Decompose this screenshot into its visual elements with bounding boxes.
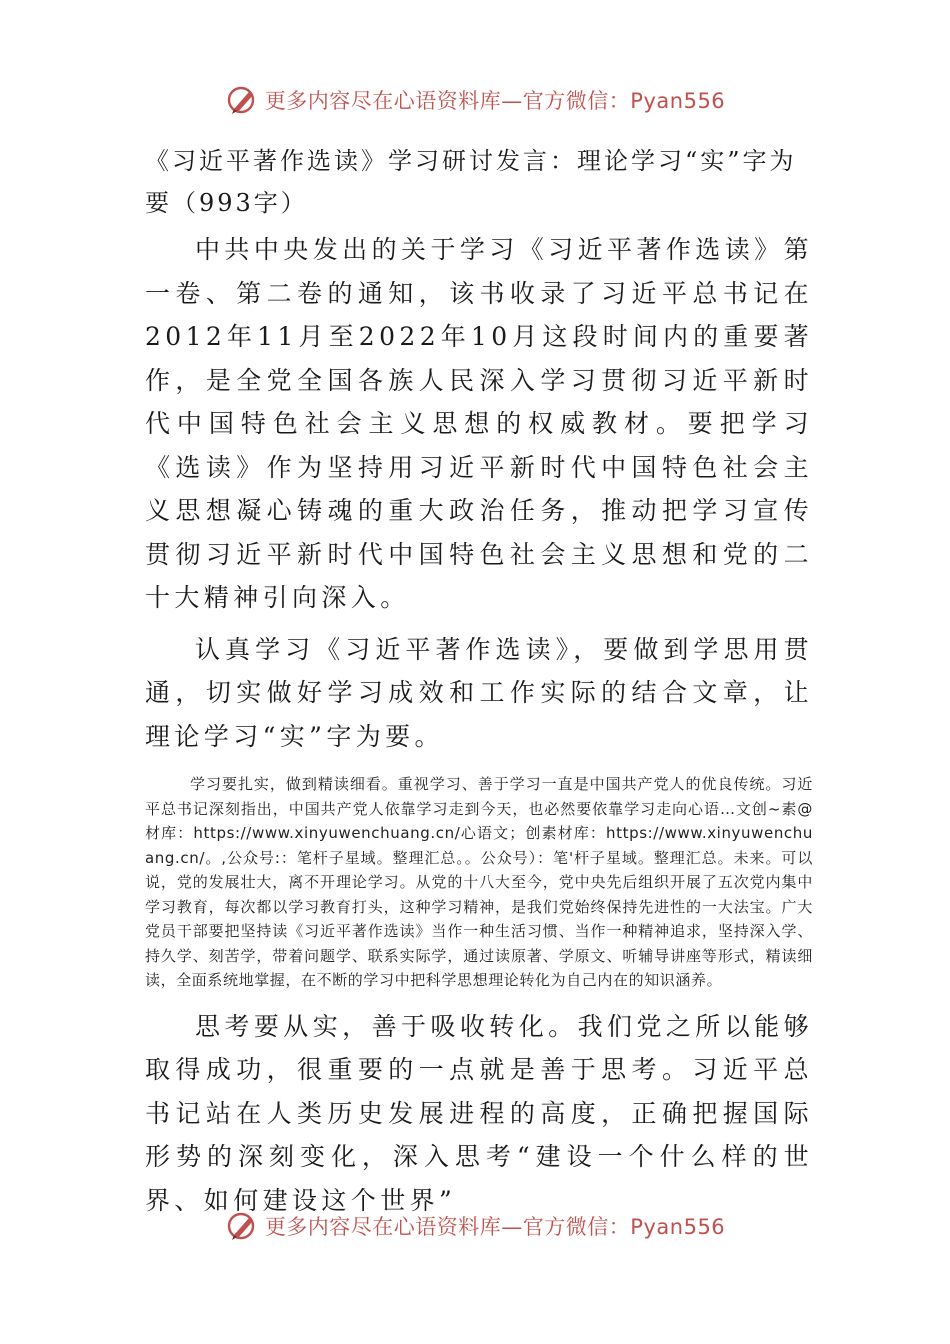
- watermark-text: 文创~素@材库：https://www.xinyuwenchuang.cn/心语文；创素材库：https://www.xinyuwenchuang.cn/。,公众号:：笔杆子星域。整理汇总。。公众号）：笔'杆子星域。整理汇总。: [145, 799, 813, 867]
- paragraph-1: 中共中央发出的关于学习《习近平著作选读》第一卷、第二卷的通知，该书收录了习近平总书记在2012年11月至2022年10月这段时间内的重要著作，是全党全国各族人民深入学习贯彻习近平新时代中国特色社会主义思想的权威教材。要把学习《选读》作为坚持用习近平新时代中国特色社会主义思想凝心铸魂的重大政治任务，推动把学习宣传贯彻习近平新时代中国特色社会主义思想和党的二十大精神引向深入。: [145, 235, 813, 612]
- paragraph-2: 认真学习《习近平著作选读》，要做到学思用贯通，切实做好学习成效和工作实际的结合文章，让理论学习“实”字为要。: [145, 634, 813, 751]
- small-paragraph: [145, 772, 813, 993]
- document-body: [145, 140, 813, 1222]
- header-banner: [0, 80, 950, 120]
- header-banner-text: 更多内容尽在心语资料库—官方微信：Pyan556: [264, 89, 726, 113]
- paragraph-3: 思考要从实，善于吸收转化。我们党之所以能够取得成功，很重要的一点就是善于思考。习近平总书记站在人类历史发展进程的高度，正确把握国际形势的深刻变化，深入思考“建设一个什么样的世界、如何建设这个世界”: [145, 1011, 813, 1215]
- pen-logo-icon: [225, 1209, 259, 1243]
- pen-logo-icon: [225, 83, 259, 117]
- footer-banner-text: 更多内容尽在心语资料库—官方微信：Pyan556: [264, 1215, 726, 1239]
- document-title: 《习近平著作选读》学习研讨发言：理论学习“实”字为要（993字）: [145, 147, 797, 217]
- small-paragraph-part2: 未来。可以说，党的发展壮大，离不开理论学习。从党的十八大至今，党中央先后组织开展了五次党内集中学习教育，每次都以学习教育打头，这种学习精神，是我们党始终保持先进性的一大法宝。广大党员干部要把坚持读《习近平著作选读》当作一种生活习惯、当作一种精神追求，坚持深入学、持久学、刻苦学，带着问题学、联系实际学，通过读原著、学原文、听辅导讲座等形式，精读细读，全面系统地掌握，在不断的学习中把科学思想理论转化为自己内在的知识涵养。: [145, 848, 813, 989]
- footer-banner: [0, 1206, 950, 1246]
- small-paragraph-part1: 学习要扎实，做到精读细看。重视学习、善于学习一直是中国共产党人的优良传统。习近平总书记深刻指出，中国共产党人依靠学习走到今天，也必然要依靠学习走向心语…: [145, 775, 813, 818]
